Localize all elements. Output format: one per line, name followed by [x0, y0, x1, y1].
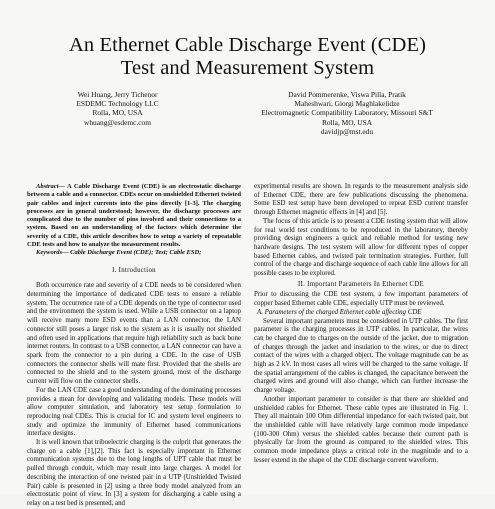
section2-paragraph-1: Prior to discussing the CDE test system, a few important parameters of copper based Ethernet cable CDE, especially UTP must be reviewed.	[254, 291, 468, 308]
abstract-lead: Abstract	[36, 183, 59, 190]
paper-title-line-2: Test and Measurement System	[120, 57, 375, 79]
abstract-text: — A Cable Discharge Event (CDE) is an electrostatic discharge between a cable and a connector. CDEs occur on unshielded Ethernet twisted pair cables and inject currents into the pins directly [1-3]. The charging processes are in general understood; however, the discharge processes are complicated due to the number of pins involved and their connections to a system. Based on an understanding of the factors which determine the severity of a CDE, this article describes how to setup a variety of repeatable CDE tests and how to analyze the measurement results.	[27, 183, 241, 249]
author-names-right-1: David Pommerenke, Viswa Pilla, Pratik	[288, 90, 406, 99]
author-names-left: Wei Huang, Jerry Tichenor	[77, 90, 158, 99]
author-affiliation-right: Electromagnetic Compatibility Laboratory, Missouri S&T	[261, 108, 433, 118]
subsection-heading-a: A. Parameters of the charged Ethernet cable affecting CDE	[257, 308, 422, 316]
author-block-right	[232, 90, 462, 136]
author-location-right: Rolla, MO, USA	[321, 117, 373, 127]
section-heading-introduction: I. Introduction	[112, 266, 156, 274]
intro-paragraph-3: It is well known that triboelectric charging is the culprit that generates the charge on a cable [1],[2]. This fact is especially important in Ethernet communication systems due to the long lengths of UPT cable that must be pulled through conduit, which may result into large charges. A model for describing the interaction of one twisted pair in a UTP (Unshielded Twisted Pair) cable is presented in [2] using a three body model analyzed from an electrostatic point of view. In [3] a system for discharging a cable using a relay on a test bed is presented, and	[27, 439, 241, 507]
paper-title-line-1: An Ethernet Cable Discharge Event (CDE)	[68, 34, 427, 56]
author-block-left	[30, 90, 205, 127]
author-affiliation-left: ESDEMC Technology LLC	[76, 99, 159, 109]
left-column	[27, 183, 241, 509]
author-names-right-2: Maheshwari, Giorgi Maghlakelidze	[294, 99, 400, 109]
right-column	[254, 183, 468, 466]
keywords: Keywords— Cable Discharge Event (CDE); Test; Cable ESD;	[36, 249, 202, 257]
author-email-left: whuang@esdemc.com	[84, 117, 151, 127]
section2-paragraph-2: Several important parameters must be considered in UTP cables. The first parameter is the charging processes in UTP cables. In particular, the wires can be charged due to charges on the outside of the jacket, due to migration of charges through the jacket and insulation to the wires, or due to direct contact of the wires with a charged object. The voltage magnitude can be as high as 2 kV. In most cases all wires will be charged to the same voltage. If the spatial arrangement of the cables is changed, the capacitance between the charged wires and ground will also change, which can further increase the charge voltage.	[254, 317, 468, 395]
section-heading-parameters: II. Important Parameters In Ethernet CDE	[298, 280, 424, 288]
abstract	[27, 183, 241, 249]
author-email-right: davidjp@mst.edu	[320, 126, 374, 136]
intro-paragraph-1: Both occurrence rate and severity of a CDE needs to be considered when determining the importance of dedicated CDE tests to ensure a reliable system. The occurrence rate of a CDE depends on the type of connector used and the environment the system is used. While a USB connector on a laptop will receive many more ESD events than a LAN connector, the LAN connector still poses a larger risk to the system as it is usually not shielded and often used in applications that require high reliability such as back bone internet routers. In contrast to a USB connector, a LAN connector can have a spark from the connector to a pin during a CDE. In the case of USB connectors the connector shells will mate first. Provided that the shells are connected to the shield and to the system ground, most of the discharge current will flow on the connector shells.	[27, 282, 241, 386]
intro-paragraph-2: For the LAN CDE case a good understanding of the dominating processes provides a mean for developing and validating models. These models will allow computer simulation, and laboratory test setup formulation to reproducing real CDEs. This is crucial for IC and system level engineers to study and optimize the immunity of Ethernet based communications interface designs.	[27, 386, 241, 438]
author-location-left: Rolla, MO, USA	[92, 108, 143, 118]
right-paragraph-1: experimental results are shown. In regards to the measurement analysis side of Ethernet CDE, there are few publications discussing the phenomena. Some ESD test setup have been developed to repeat ESD current transfer through Ethernet magnetic effects in [4] and [5].	[254, 183, 468, 217]
section2-paragraph-3: Another important parameter to consider is that there are shielded and unshielded cables for Ethernet. These cable types are illustrated in Fig. 1. They all maintain 100 Ohm differential impedance for each twisted pair, but the unshielded cable will have relatively large common mode impedance (100-300 Ohm) versus the shielded cables because their current path is physically far from the ground as compared to the shielded wires. This common mode impedance plays a critical role in the magnitude and to a lesser extend in the shape of the CDE discharge current waveform.	[254, 395, 468, 464]
right-paragraph-2: The focus of this article is to present a CDE testing system that will allow for real world test conditions to be reproduced in the laboratory, thereby providing design engineers a quick and reliable method for testing new hardware designs. The test system will allow for different types of copper based Ethernet cables, and twisted pair termination strategies. Further, full control of the charge and discharge sequence of each cable line allows for all possible cases to be explored.	[254, 217, 468, 278]
